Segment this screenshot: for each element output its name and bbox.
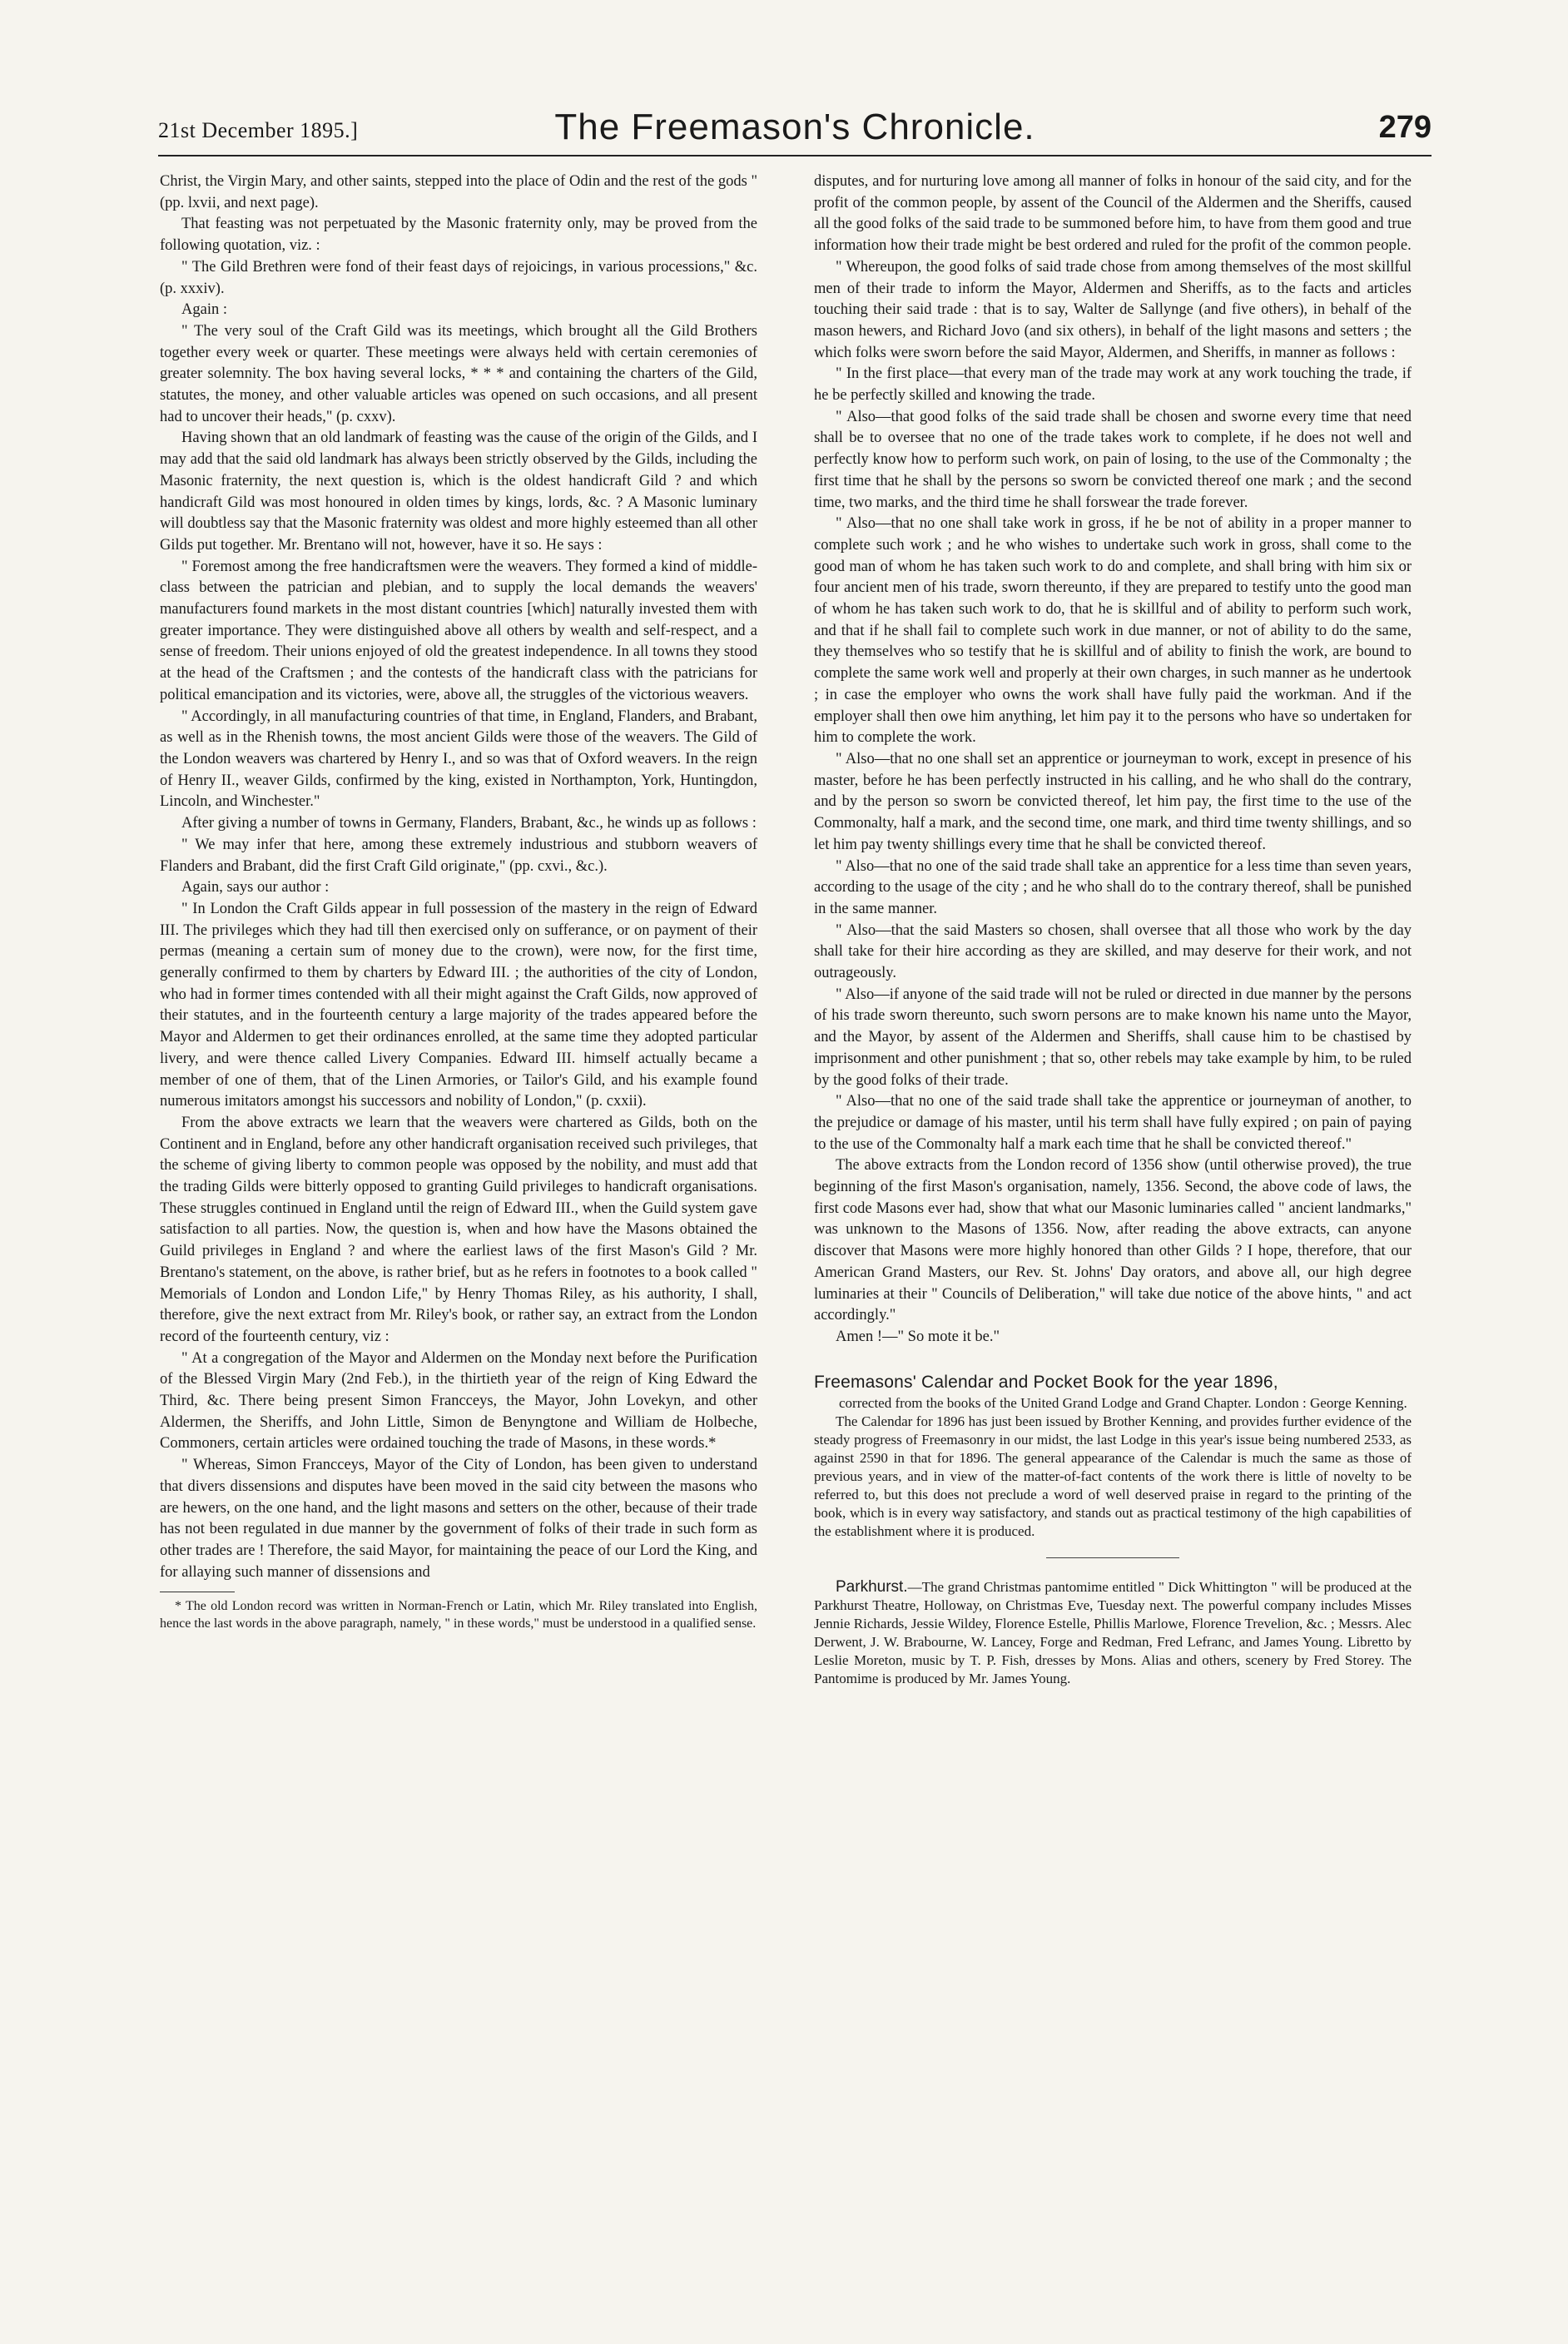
review-heading: Freemasons' Calendar and Pocket Book for the year 1896, <box>814 1372 1278 1392</box>
quote-paragraph: " Also—if anyone of the said trade will not be ruled or directed in due manner by the persons of his trade sworn thereunto, such sworn persons are to make known his name unto the Mayor, and the Mayor, by assent of the Aldermen and Sheriffs, shall cause him to be chastised by imprisonment and other punishment ; that so, other rebels may take example by him, to be ruled by the good folks of their trade. <box>814 986 1412 1089</box>
quote-paragraph: " The very soul of the Craft Gild was its meetings, which brought all the Gild Brothers together every week or quarter. These meetings were always held with certain ceremonies of greater solemnity. The box having several locks, * * * and containing the charters of the Gild, statutes, the money, and other valuable articles was opened on such occasions, and all present had to uncover their heads," (p. cxxv). <box>160 322 757 425</box>
quote-paragraph: " Also—that no one of the said trade shall take the apprentice or journeyman of another, to the prejudice or damage of his master, until his term shall have fully expired ; on pain of paying to the use of the Commonalty half a mark each time that he shall be convicted thereof." <box>814 1093 1412 1153</box>
paragraph: Having shown that an old landmark of feasting was the cause of the origin of the Gilds, and I may add that the said old landmark has always been strictly observed by the Gilds, including the Masonic fraternity, the next question is, which is the oldest handicraft Gild ? and which handicraft Gild was most honoured in olden times by kings, lords, &c. ? A Masonic luminary will doubtless say that the Masonic fraternity was oldest and more highly esteemed than all other Gilds put together. Mr. Brentano will not, however, have it so. He says : <box>160 430 757 554</box>
paragraph: The above extracts from the London record of 1356 show (until otherwise proved), the true beginning of the first Mason's organisation, namely, 1356. Second, the above code of laws, the first code Masons ever had, show that what our Masonic luminaries called " ancient landmarks," was unknown to the Masons of 1356. Now, after reading the above extracts, can anyone discover that Masons were more highly honored than other Gilds ? I hope, therefore, that our American Grand Masters, our Rev. St. Johns' Day orators, and above all, our high degree luminaries at their " Councils of Deliberation," will take due notice of the above hints, " and act accordingly." <box>814 1157 1412 1324</box>
quote-paragraph: " Also—that the said Masters so chosen, shall oversee that all those who work by the day shall take for their hire according as they are skilled, and may deserve for their work, and not outrageously. <box>814 921 1412 982</box>
page-number: 279 <box>1378 110 1432 145</box>
notice-heading: Parkhurst. <box>836 1578 908 1597</box>
masthead-rule <box>158 155 1432 156</box>
publication-title: The Freemason's Chronicle. <box>554 107 1035 147</box>
quote-paragraph: " Also—that no one shall take work in gross, if he be not of ability in a proper manner to complete such work ; and he who wishes to undertake such work in gross, shall come to the good man of whom he has taken such work to do and complete, and shall bring with him six or four ancient men of his trade, sworn thereunto, if they are prepared to testify unto the good man of whom he has taken such work to do, that he is skillful and of ability to perform such work, and that if he shall fail to complete such work in due manner, or not of ability to do the same, they themselves who so testify that he is skillful and of ability to finish the work, are bound to complete the same work well and properly at their own charges, in such manner as he undertook ; in case the employer who owns the work shall have fully paid the workman. And if the employer shall then owe him anything, let him pay it to the persons who have so undertaken for him to complete the work. <box>814 515 1412 747</box>
footnote: * The old London record was written in Norman-French or Latin, which Mr. Riley translated into English, hence the last words in the above paragraph, namely, " in these words," must be understood in a qualified sense. <box>160 1599 757 1631</box>
quote-paragraph: " In the first place—that every man of the trade may work at any work touching the trade, if he be perfectly skilled and knowing the trade. <box>814 365 1412 405</box>
paragraph: That feasting was not perpetuated by the Masonic fraternity only, may be proved from the following quotation, viz. : <box>160 216 757 255</box>
quote-paragraph: " We may infer that here, among these extremely industrious and stubborn weavers of Flanders and Brabant, did the first Craft Gild originate," (pp. cxvi., &c.). <box>160 836 757 875</box>
paragraph: From the above extracts we learn that the weavers were chartered as Gilds, both on the Continent and in England, before any other handicraft organisation received such privileges, that the scheme of giving liberty to common people was opposed by the nobility, and must add that the trading Gilds were bitterly opposed to granting Guild privileges to handicraft organisations. These struggles continued in England until the reign of Edward III., when the Guild system gave satisfaction to all parties. Now, the question is, when and how have the Masons obtained the Guild privileges in England ? and where the earliest laws of the first Mason's Gild ? Mr. Brentano's statement, on the above, is rather brief, but as he refers in footnotes to a book called " Memorials of London and London Life," by Henry Thomas Riley, as his authority, I shall, therefore, give the next extract from Mr. Riley's book, or rather say, an extract from the London record of the fourteenth century, viz : <box>160 1114 757 1345</box>
section-separator <box>1046 1557 1179 1558</box>
review-subheading: corrected from the books of the United Grand Lodge and Grand Chapter. London : George Kenning. <box>839 1395 1407 1412</box>
closing-amen: Amen !—" So mote it be." <box>836 1328 1000 1345</box>
masthead <box>158 107 1432 150</box>
review-body: The Calendar for 1896 has just been issued by Brother Kenning, and provides further evidence of the steady progress of Freemasonry in our midst, the last Lodge in this year's issue being numbered 2533, as against 2590 in that for 1896. The general appearance of the Calendar is much the same as those of previous years, and in view of the matter-of-fact contents of the work there is little of novelty to be referred to, but this does not preclude a word of well deserved praise in regard to the printing of the book, which is in every way satisfactory, and stands out as practical testimony of the high capabilities of the establishment where it is produced. <box>814 1413 1412 1540</box>
quote-paragraph: " Whereas, Simon Francceys, Mayor of the City of London, has been given to understand that divers dissensions and disputes have been moved in the said city between the masons who are hewers, on the one hand, and the light masons and setters on the other, because of their trade has not been regulated in due manner by the government of folks of their trade in such form as other trades are ! Therefore, the said Mayor, for maintaining the peace of our Lord the King, and for allaying such manner of dissensions and <box>160 1457 757 1581</box>
issue-date: 21st December 1895.] <box>158 118 359 142</box>
quote-paragraph: " Also—that good folks of the said trade shall be chosen and sworne every time that need shall be to oversee that no one of the trade takes work to complete, if he does not well and perfectly know how to perform such work, on pain of losing, to the use of the Commonalty ; the first time that he shall by the persons so sworn be convicted thereof one mark ; and the second time, two marks, and the third time he shall forswear the trade forever. <box>814 408 1412 511</box>
left-column <box>160 171 757 2244</box>
paragraph: Again, says our author : <box>181 879 330 896</box>
quote-paragraph: " Whereupon, the good folks of said trade chose from among themselves of the most skillful men of their trade to inform the Mayor, Aldermen and Sheriffs, as to the facts and articles touching their said trade : that is to say, Walter de Sallynge (and five others), in behalf of the mason hewers, and Richard Jovo (and six others), in behalf of the light masons and setters ; the which folks were sworn before the said Mayor, Aldermen, and Sheriffs, in manner as follows : <box>814 258 1412 361</box>
quote-paragraph: " Accordingly, in all manufacturing countries of that time, in England, Flanders, and Brabant, as well as in the Rhenish towns, the most ancient Gilds were those of the weavers. The Gild of the London weavers was chartered by Henry I., and so was that of Oxford weavers. In the reign of Henry II., weaver Gilds, confirmed by the king, existed in Northampton, York, Huntingdon, Lincoln, and Winchester." <box>160 708 757 811</box>
quote-paragraph: " In London the Craft Gilds appear in full possession of the mastery in the reign of Edward III. The privileges which they had till then exercised only on sufferance, or on payment of their permas (meaning a certain sum of money due to the crown), were now, for the first time, generally confirmed to them by charters by Edward III. ; the authorities of the city of London, who had in former times contended with all their might against the Craft Gilds, now approved of their statutes, and in the fourteenth century a large majority of the trades appeared before the Mayor and Aldermen to get their ordinances enrolled, at the same time they adopted particular livery, and were thence called Livery Companies. Edward III. himself actually became a member of one of them, that of the Linen Armories, or Tailor's Gild, and his example found numerous imitators amongst his successors and nobility of London," (p. cxxii). <box>160 900 757 1110</box>
right-column <box>814 171 1412 2244</box>
paragraph: Again : <box>181 301 227 319</box>
quote-paragraph: " The Gild Brethren were fond of their feast days of rejoicings, in various processions," &c. (p. xxxiv). <box>160 258 757 297</box>
notice-body: —The grand Christmas pantomime entitled " Dick Whittington " will be produced at the Parkhurst Theatre, Holloway, on Christmas Eve, Tuesday next. The powerful company includes Misses Jennie Richards, Jessie Wildey, Florence Estelle, Phillis Marlowe, Florence Trevelion, &c. ; Messrs. Alec Derwent, J. W. Brabourne, W. Lancey, Forge and Redman, Fred Lefranc, and James Young. Libretto by Leslie Moreton, music by T. P. Fish, dresses by Mons. Alias and others, scenery by Fred Storey. The Pantomime is produced by Mr. James Young. <box>814 1579 1412 1687</box>
paragraph: After giving a number of towns in Germany, Flanders, Brabant, &c., he winds up as follows : <box>181 815 757 832</box>
paragraph: disputes, and for nurturing love among all manner of folks in honour of the said city, and for the profit of the common people, by assent of the Council of the Aldermen and the Sheriffs, caused all the good folks of the said trade to be summoned before him, to have from them good and true information how their trade might be best ordered and ruled for the profit of the common people. <box>814 173 1412 255</box>
quote-paragraph: " Also—that no one shall set an apprentice or journeyman to work, except in presence of his master, before he has been perfectly instructed in his calling, and he who shall do the contrary, and by the person so sworn be convicted thereof, let him pay, the first time to the use of the Commonalty, half a mark, and the second time, one mark, and third time twenty shillings, and so let him pay twenty shillings every time that he shall be convicted thereof. <box>814 750 1412 853</box>
quote-paragraph: " At a congregation of the Mayor and Aldermen on the Monday next before the Purification of the Blessed Virgin Mary (2nd Feb.), in the thirtieth year of the reign of King Edward the Third, &c. There being present Simon Francceys, the Mayor, John Lovekyn, and other Aldermen, the Sheriffs, and John Little, Simon de Benyngtone and William de Holbeche, Commoners, certain articles were ordained touching the trade of Masons, in these words.* <box>160 1349 757 1453</box>
quote-paragraph: " Also—that no one of the said trade shall take an apprentice for a less time than seven years, according to the usage of the city ; and he who shall do to the contrary thereof, shall be punished in the same manner. <box>814 857 1412 917</box>
paragraph: Christ, the Virgin Mary, and other saints, stepped into the place of Odin and the rest of the gods " (pp. lxvii, and next page). <box>160 173 757 211</box>
section-gap <box>814 1348 1412 1372</box>
quote-paragraph: " Foremost among the free handicraftsmen were the weavers. They formed a kind of middle-class between the patrician and plebian, and to supply the local demands the weavers' manufacturers found markets in the most distant countries [which] naturally invested them with greater importance. They were distinguished above all others by wealth and self-respect, and a sense of freedom. Their unions enjoyed of old the greatest independence. In all towns they stood at the head of the Craftsmen ; and the contests of the handicraft class with the patricians for political emancipation and its victories, were, above all, the struggles of the victorious weavers. <box>160 558 757 703</box>
